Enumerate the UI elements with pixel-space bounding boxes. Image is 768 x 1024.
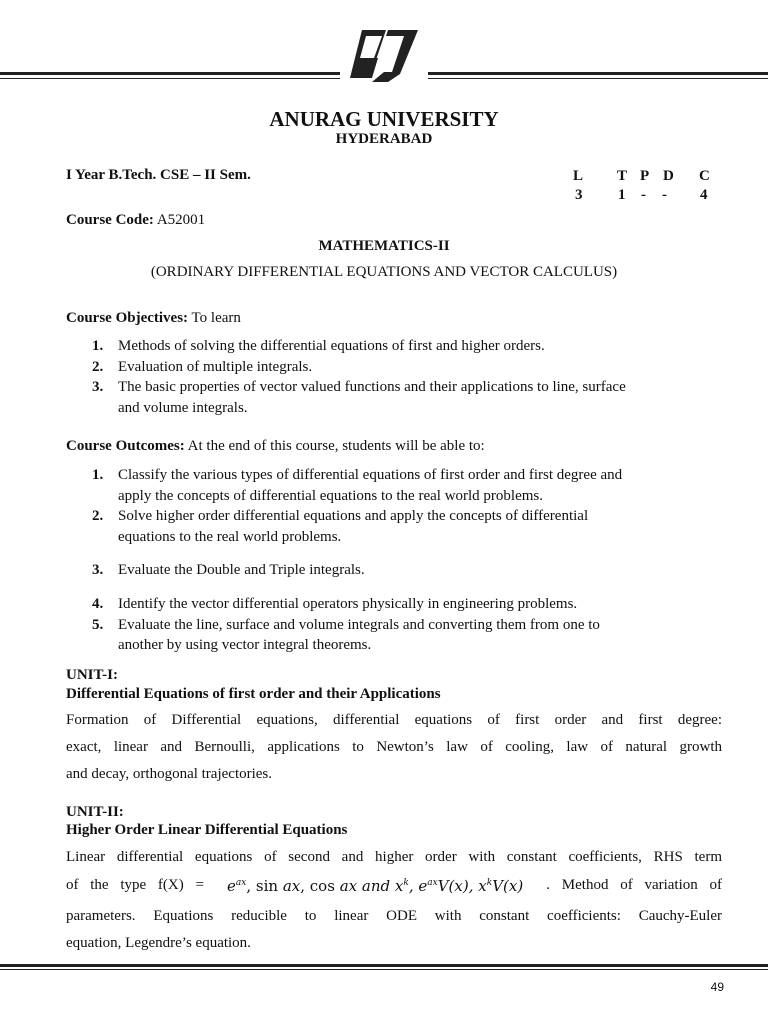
course-code-label: Course Code:: [66, 212, 154, 228]
ltpc-value-d: -: [662, 187, 667, 203]
rhs-terms: $e^{ax}$, sin ax, cos ax and $x^k$, $e^{ax}V(x)$, $x^kV(x)$: [227, 877, 524, 895]
subject-subtitle: (ORDINARY DIFFERENTIAL EQUATIONS AND VECTOR CALCULUS): [150, 264, 618, 280]
unit1-line-3: and decay, orthogonal trajectories.: [66, 766, 273, 782]
objectives-heading: [66, 310, 241, 327]
header-rule-right-thin: [428, 78, 768, 79]
ltpc-value-t: 1: [618, 187, 626, 203]
outcomes-label: Course Outcomes:: [66, 438, 185, 454]
university-city: HYDERABAD: [335, 131, 433, 147]
ltpc-value-l: 3: [575, 187, 583, 203]
ltpc-value-c: 4: [700, 187, 708, 203]
list-item: 3. Evaluate the Double and Triple integrals.: [92, 562, 365, 578]
list-item: 4. Identify the vector differential operators physically in engineering problems.: [92, 596, 578, 612]
ltpc-header-c: C: [699, 168, 710, 184]
objectives-label: Course Objectives:: [66, 310, 189, 326]
year-semester: I Year B.Tech. CSE – II Sem.: [66, 167, 251, 183]
outcomes-list-c: [66, 594, 726, 656]
subject-title: MATHEMATICS-II: [318, 238, 450, 254]
ltpc-header-p: P: [640, 168, 650, 184]
list-item: 5. Evaluate the line, surface and volume integrals and converting them from one to another by using vector integral theorems.: [92, 616, 600, 653]
outcomes-list-b: [66, 560, 726, 581]
course-code-value: A52001: [156, 212, 206, 228]
outcomes-list-a: [66, 465, 726, 547]
university-name: ANURAG UNIVERSITY: [269, 107, 499, 131]
ltpc-header-l: L: [573, 168, 584, 184]
footer-rule-thin: [0, 969, 768, 970]
unit2-line-3: parameters. Equations reducible to linear ODE with constant coefficients: Cauchy-Euler: [66, 908, 722, 924]
unit2-label: UNIT-II:: [66, 804, 124, 820]
ltpc-value-p: -: [641, 187, 646, 203]
course-code: [66, 212, 205, 229]
page-number: 49: [710, 980, 724, 994]
unit1-label: UNIT-I:: [66, 667, 118, 683]
objectives-intro: To learn: [191, 310, 241, 326]
list-item: 2. Evaluation of multiple integrals.: [92, 358, 313, 375]
list-item: 3. The basic properties of vector valued functions and their applications to line, surface and volume integrals.: [92, 379, 626, 416]
list-item: 2. Solve higher order differential equations and apply the concepts of differential equations to the real world problems.: [92, 508, 589, 545]
unit1-line-1: Formation of Differential equations, differential equations of first order and first degree:: [66, 712, 722, 728]
list-item: 1. Classify the various types of differential equations of first order and first degree and apply the concepts of differential equations to the real world problems.: [92, 467, 623, 504]
unit2-line-1: Linear differential equations of second and higher order with constant coefficients, RHS term: [66, 849, 722, 865]
outcomes-intro: At the end of this course, students will be able to:: [187, 438, 485, 454]
unit2-title: Higher Order Linear Differential Equations: [66, 822, 348, 838]
header-rule-right: [428, 72, 768, 75]
ltpc-header-d: D: [663, 168, 674, 184]
unit2-line-2-prefix: of the type f(X) =: [66, 877, 204, 893]
header-rule-top: [0, 72, 340, 75]
ltpc-header-t: T: [617, 168, 628, 184]
outcomes-heading: [66, 438, 485, 455]
unit2-line-2: [66, 877, 722, 895]
objectives-list: [66, 336, 726, 418]
unit1-line-2: exact, linear and Bernoulli, applications to Newton’s law of cooling, law of natural growth: [66, 739, 722, 755]
header-rule-top-thin: [0, 78, 340, 79]
unit2-line-4: equation, Legendre’s equation.: [66, 935, 251, 951]
university-logo: [348, 28, 420, 84]
unit2-line-2-suffix: . Method of variation of: [546, 877, 722, 893]
list-item: 1. Methods of solving the differential equations of first and higher orders.: [92, 338, 545, 354]
unit1-title: Differential Equations of first order and their Applications: [66, 686, 441, 702]
footer-rule-thick: [0, 964, 768, 967]
